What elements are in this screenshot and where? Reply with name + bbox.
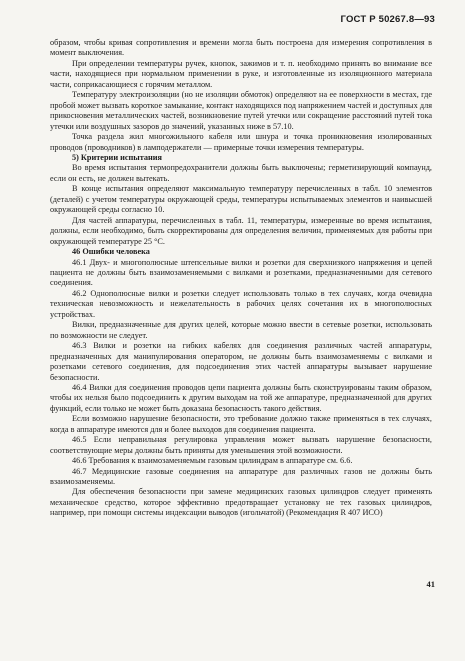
paragraph: 46.1 Двух- и многополюсные штепсельные вилки и розетки для сверхнизкого напряжения и цепей пациента не должны быть взаимозаменяемыми с вилками и розетками, предназначенными для сетевого соединения.: [50, 257, 432, 288]
section-heading-text: 46 Ошибки человека: [72, 247, 150, 257]
paragraph: Температуру электроизоляции (но не изоляции обмоток) определяют на ее поверхности в местах, где пробой может вызвать короткое замыкание, контакт находящихся под напряжением частей и доступных для прикосновения металлических частей, возникновение путей утечки или сокращение расстояний путей тока утечки или воздушных зазоров до значений, указанных ниже в 57.10.: [50, 90, 432, 131]
paragraph: 46.5 Если неправильная регулировка управления может вызвать нарушение безопасности, соответствующие меры должны быть приняты для уменьшения этой возможности.: [50, 435, 432, 455]
paragraph: Точка раздела жил многожильного кабеля или шнура и точка проникновения изолированных проводов (проводников) в ламподержатели — примерные точки измерения температуры.: [50, 132, 432, 152]
paragraph: Для обеспечения безопасности при замене медицинских газовых цилиндров следует применять механическое средство, которое эффективно предотвращает установку не тех газовых цилиндров, например, при помощи системы индексации выводов (игольчатой) (Рекомендация R 407 ИСО): [50, 487, 432, 518]
paragraph: образом, чтобы кривая сопротивления и времени могла быть построена для измерения сопротивления в момент выключения.: [50, 38, 432, 58]
page-number: 41: [426, 579, 435, 589]
document-body: [50, 38, 432, 519]
paragraph: При определении температуры ручек, кнопок, зажимов и т. п. необходимо принять во внимание все части, находящиеся при нормальном применении в руке, и изготовленные из изоляционного материала части, соприкасающиеся с горячим металлом.: [50, 58, 432, 89]
paragraph: Если возможно нарушение безопасности, это требование должно также применяться в тех случаях, когда в аппаратуре имеются для и более выходов для соединения пациента.: [50, 414, 432, 434]
paragraph: В конце испытания определяют максимальную температуру перечисленных в табл. 10 элементов (деталей) с учетом температуры окружающей среды, температуры испытываемых элементов и наивысшей окружающей среды согласно 10.: [50, 184, 432, 215]
paragraph: Для частей аппаратуры, перечисленных в табл. 11, температуры, измеренные во время испытания, должны, если необходимо, быть скорректированы для определения величин, применяемых для работы при окружающей температуре 25 °С.: [50, 215, 432, 246]
section-heading: [50, 247, 432, 257]
paragraph: 46.2 Однополюсные вилки и розетки следует использовать только в тех случаях, когда очевидна техническая невозможность и нежелательность в рабочих целях сочетания их в многополюсных устройствах.: [50, 288, 432, 319]
paragraph: 46.4 Вилки для соединения проводов цепи пациента должны быть сконструированы таким образом, чтобы их нельзя было подсоединить к другим выходам на той же аппаратуре, предназначенной для других функций, если только не может быть доказана безопасность такого действия.: [50, 382, 432, 413]
paragraph: Во время испытания термопредохранители должны быть выключены; герметизирующий компаунд, если он есть, не должен вытекать.: [50, 163, 432, 183]
paragraph: 46.6 Требования к взаимозаменяемым газовым цилиндрам в аппаратуре см. 6.6.: [72, 456, 353, 466]
document-header: ГОСТ Р 50267.8—93: [340, 14, 435, 25]
paragraph: Вилки, предназначенные для других целей, которые можно ввести в сетевые розетки, использовать по возможности не следует.: [50, 320, 432, 340]
paragraph: 46.7 Медицинские газовые соединения на аппаратуре для различных газов не должны быть взаимозаменяемы.: [50, 466, 432, 487]
section-heading: [50, 153, 432, 163]
section-heading-text: 5) Критерии испытания: [72, 152, 162, 162]
paragraph: 46.3 Вилки и розетки на гибких кабелях для соединения различных частей аппаратуры, предназначенных для манипулирования оператором, не должны быть взаимозаменяемы с вилками и розетками сетевого соединения, для подсоединения этих частей аппаратуры вызывает нарушение безопасности.: [50, 341, 432, 382]
